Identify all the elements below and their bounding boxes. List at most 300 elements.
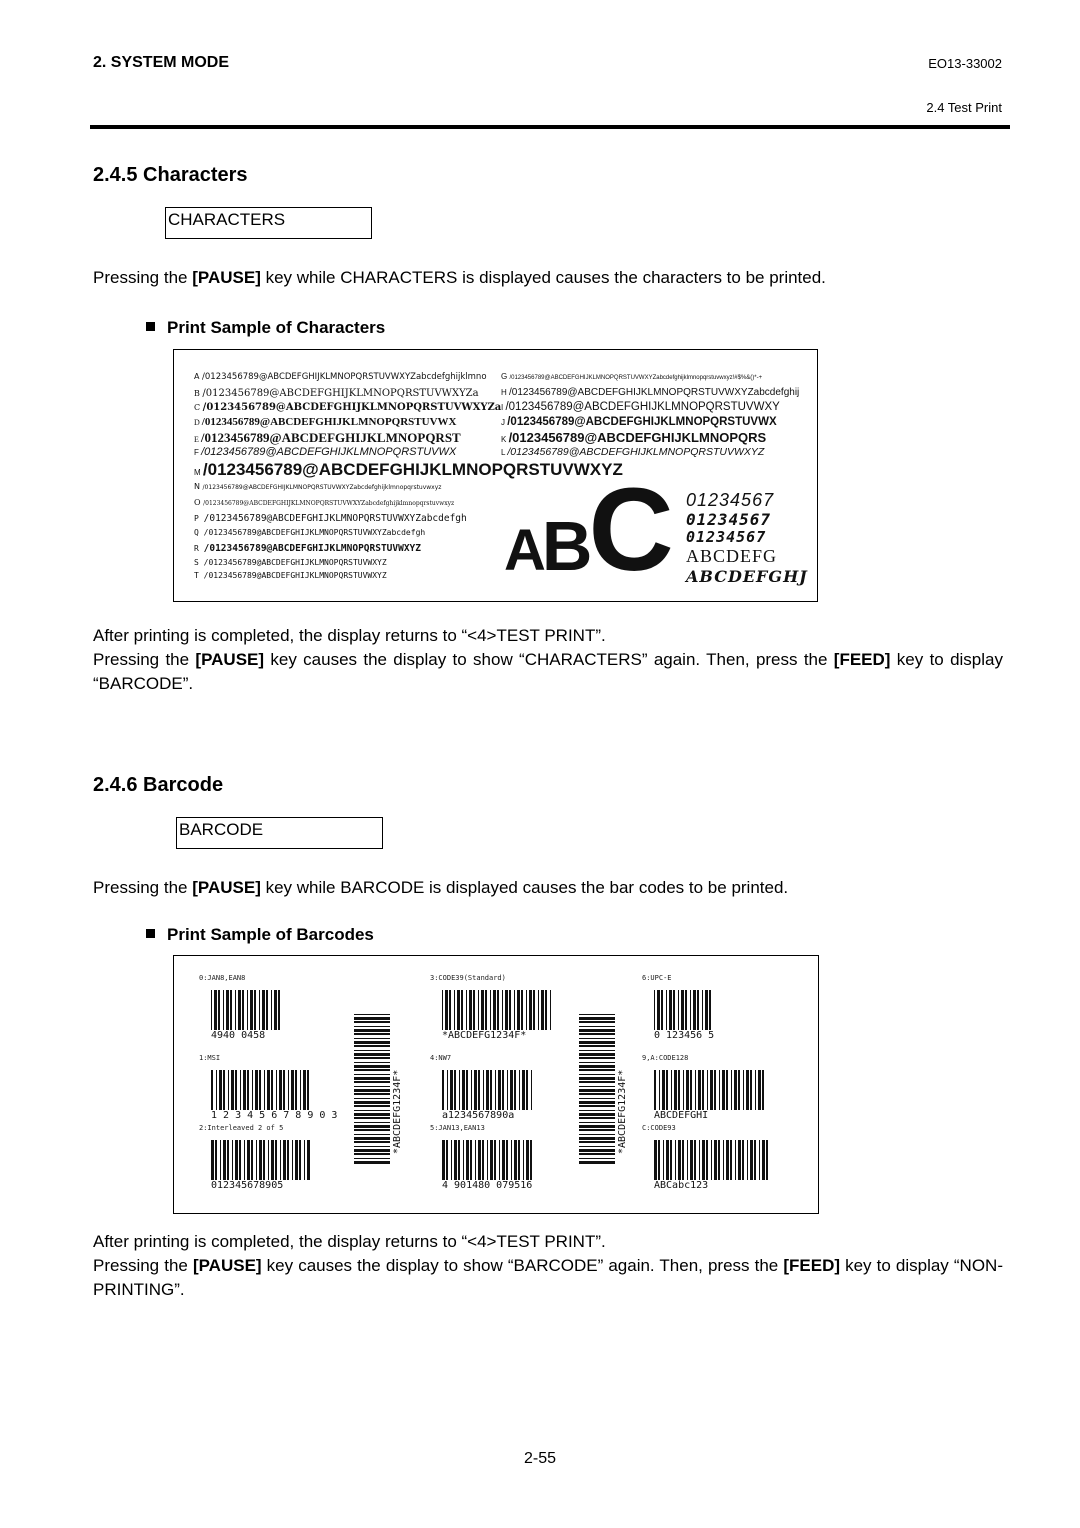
barcode-bar [579, 1153, 615, 1155]
barcode-bar [354, 1014, 390, 1015]
barcode-bar [259, 990, 260, 1030]
char-sample-line [194, 372, 487, 382]
barcode-bar [490, 1140, 493, 1180]
char-sample-text: /0123456789@ABCDEFGHIJKLMNOPQRSTUVWXYZ [203, 558, 387, 567]
barcode-type-label: 1:MSI [199, 1054, 221, 1062]
barcode-bar [354, 1026, 390, 1027]
barcode-bar [303, 1070, 306, 1110]
barcode-bar [454, 1070, 456, 1110]
barcode-symbol [211, 1140, 311, 1185]
barcode-bar [738, 1140, 741, 1180]
bullet-square-icon [146, 929, 155, 938]
barcode-bar [495, 1070, 496, 1110]
barcode-human-readable: 4 901480 079516 [442, 1180, 533, 1191]
barcode-bar [579, 1077, 615, 1080]
char-sample-text: /0123456789@ABCDEFGHIJKLMNOPQRSTUVWXYZ [203, 543, 421, 554]
barcode-bar [579, 1137, 615, 1140]
barcode-bar [579, 1038, 615, 1039]
barcode-bar [478, 1070, 480, 1110]
barcode-bar [235, 1070, 237, 1110]
barcode-bar [449, 990, 451, 1030]
char-sample-letter: D [194, 418, 202, 427]
barcode-bar [287, 1140, 289, 1180]
barcode-bar [658, 1140, 660, 1180]
barcode-bar [659, 1070, 660, 1110]
barcode-bar [354, 1146, 390, 1147]
barcode-bar [550, 990, 551, 1030]
barcode-bar [693, 990, 696, 1030]
barcode-bar [283, 1140, 286, 1180]
barcode-bar [526, 1070, 528, 1110]
barcode-bar [454, 1140, 457, 1180]
barcode-bar [579, 1026, 615, 1027]
barcode-bar [263, 1140, 265, 1180]
lcd-text: CHARACTERS [168, 210, 286, 229]
barcode-bar [579, 1101, 615, 1104]
barcode-bar [458, 1140, 460, 1180]
barcode-bar [530, 1140, 532, 1180]
barcode-bar [746, 1070, 749, 1110]
barcode-bar [266, 990, 268, 1030]
vertical-barcode-bars [579, 1014, 615, 1166]
barcode-bar [579, 1041, 615, 1044]
barcode-bar [262, 990, 265, 1030]
barcode-bar [678, 1140, 681, 1180]
char-sample-text: /0123456789@ABCDEFGHIJKLMNOPQRS [508, 430, 767, 445]
lcd-text: BARCODE [179, 820, 264, 839]
barcode-bar [579, 1149, 615, 1152]
barcode-bar [522, 1070, 525, 1110]
barcode-bar [354, 1029, 390, 1032]
barcode-bar [750, 1070, 752, 1110]
barcode-bar [231, 1070, 234, 1110]
barcode-bar [354, 1081, 390, 1083]
barcode-bar [354, 1093, 390, 1095]
barcode-bar [510, 1070, 513, 1110]
barcode-bar [710, 1070, 713, 1110]
barcode-bar [702, 1070, 704, 1110]
barcode-bar [247, 990, 248, 1030]
big-abc-text [504, 464, 670, 601]
barcode-bar [502, 1140, 505, 1180]
barcode-bar [579, 1146, 615, 1147]
char-sample-letter: L [501, 448, 508, 457]
char-sample-text: /0123456789@ABCDEFGHIJKLMNOPQRSTUVWXYZa [202, 402, 502, 413]
char-sample-text: /0123456789@ABCDEFGHIJKLMNOPQRSTUVWXYZa [202, 388, 479, 399]
barcode-bar [447, 1070, 448, 1110]
char-sample-text: /0123456789@ABCDEFGHIJKLMNOPQRSTUVWXYZabcdefghijklmno [202, 372, 487, 382]
text: key while BARCODE is displayed causes the bar codes to be printed. [260, 878, 789, 897]
barcode-bar [726, 1070, 728, 1110]
barcode-bar [669, 990, 672, 1030]
barcode-bar [466, 1140, 469, 1180]
barcode-bars [654, 1070, 764, 1110]
barcode-bar [354, 1117, 390, 1119]
barcode-bar [228, 1070, 229, 1110]
barcode-type-label: 6:UPC-E [642, 974, 672, 982]
barcode-bars [211, 990, 281, 1030]
char-sample-line [501, 387, 799, 398]
barcode-symbol [442, 1140, 532, 1185]
barcode-bar [354, 1053, 390, 1056]
feed-key: [FEED] [833, 650, 891, 669]
barcode-bar [579, 1074, 615, 1075]
big-a: A [504, 518, 542, 583]
barcode-bar [483, 1070, 484, 1110]
barcode-bar [238, 990, 241, 1030]
barcode-bar [255, 1070, 258, 1110]
char-sample-letter: P [194, 514, 204, 523]
barcode-symbol [442, 1070, 532, 1115]
header-rule [90, 125, 1010, 129]
char-sample-letter: M [194, 468, 203, 477]
barcode-bar [738, 1070, 740, 1110]
barcode-bar [267, 1070, 270, 1110]
char-sample-letter: B [194, 389, 203, 398]
barcode-bar [223, 1140, 226, 1180]
barcode-human-readable: *ABCDEFG1234F* [442, 1030, 527, 1041]
barcode-bar [354, 1033, 390, 1035]
barcode-bar [239, 1140, 241, 1180]
barcode-bar [295, 1070, 297, 1110]
barcode-bar [354, 1077, 390, 1080]
char-sample-line [501, 401, 780, 413]
barcode-bars [442, 1070, 532, 1110]
barcode-bar [579, 1093, 615, 1095]
barcode-intro [93, 876, 788, 900]
barcode-bar [694, 1140, 696, 1180]
char-sample-letter: K [501, 435, 509, 444]
barcode-bar [579, 1122, 615, 1123]
char-sample-letter: G [501, 372, 510, 381]
barcode-bar [354, 1038, 390, 1039]
barcode-bar [211, 1140, 214, 1180]
barcode-bar [463, 1140, 464, 1180]
barcode-bar [466, 990, 467, 1030]
barcode-bar [579, 1110, 615, 1111]
barcode-bar [354, 1069, 390, 1071]
barcode-bar [686, 1070, 689, 1110]
barcode-bar [354, 1062, 390, 1063]
barcode-bar [354, 1074, 390, 1075]
barcode-human-readable: 012345678905 [211, 1180, 284, 1191]
barcode-bar [758, 1070, 761, 1110]
barcode-bar [714, 1140, 717, 1180]
barcode-bar [271, 990, 272, 1030]
barcode-bar [719, 1070, 720, 1110]
char-sample-letter: N [194, 482, 203, 491]
barcode-human-readable: ABCabc123 [654, 1180, 709, 1191]
vertical-barcode-text: *ABCDEFG1234F* [392, 1069, 403, 1154]
barcode-bar [259, 1140, 262, 1180]
barcode-bar [517, 990, 520, 1030]
barcode-bar [662, 1070, 665, 1110]
barcode-bar [442, 1140, 445, 1180]
section-title: 2. SYSTEM MODE [93, 54, 230, 71]
char-sample-line [194, 402, 502, 413]
barcode-bar [579, 1050, 615, 1051]
barcode-bar [457, 990, 460, 1030]
barcode-bar [354, 1017, 390, 1020]
barcode-bar [579, 1105, 615, 1107]
barcode-bar [268, 1140, 269, 1180]
barcode-bar [271, 1140, 274, 1180]
barcode-bar [511, 1140, 512, 1180]
barcode-bar [474, 1070, 477, 1110]
barcode-bar [354, 1158, 390, 1159]
characters-lcd-display [165, 207, 372, 239]
subsection-title: 2.4 Test Print [926, 100, 1002, 115]
barcode-type-label: 4:NW7 [430, 1054, 452, 1062]
page-number: 2-55 [523, 1450, 557, 1467]
barcode-bar [223, 1070, 225, 1110]
barcode-bar [279, 1070, 282, 1110]
barcode-bar [579, 1129, 615, 1131]
characters-after-1: After printing is completed, the display returns to “<4>TEST PRINT”. [93, 626, 606, 645]
barcode-bar [275, 1140, 277, 1180]
barcode-bar [654, 1070, 656, 1110]
barcode-bar [445, 990, 448, 1030]
font-sample-line: 01234567 [686, 490, 775, 510]
big-c: C [588, 464, 670, 596]
barcode-bar [211, 990, 212, 1030]
text: key causes the display to show “BARCODE” again. Then, press the [261, 1256, 784, 1275]
characters-intro [93, 266, 826, 290]
barcode-bar [354, 1101, 390, 1104]
barcode-bar [307, 1140, 310, 1180]
barcode-human-readable: 1 2 3 4 5 6 7 8 9 0 3 [211, 1110, 338, 1121]
char-sample-text: /0123456789@ABCDEFGHIJKLMNOPQRSTUVWXYZabcdefghijklmnopqrstuvwxyz!#$%&()*-+ [509, 375, 763, 381]
barcode-bar [754, 1140, 756, 1180]
barcode-bar [354, 1129, 390, 1131]
barcode-bar [442, 1070, 444, 1110]
barcode-bar [264, 1070, 265, 1110]
barcode-bar [722, 1070, 725, 1110]
barcode-bar [482, 1140, 484, 1180]
barcode-bar [674, 1070, 677, 1110]
characters-print-sample [173, 349, 818, 602]
barcode-symbol [211, 1070, 311, 1115]
barcode-bar [354, 1098, 390, 1099]
barcode-bar [675, 1140, 676, 1180]
barcode-bar [478, 990, 479, 1030]
char-sample-line [194, 446, 456, 458]
barcode-bars [211, 1140, 311, 1180]
barcode-bar [288, 1070, 289, 1110]
barcode-lcd-display [176, 817, 383, 849]
barcode-bar [579, 1057, 615, 1059]
barcode-bar [300, 1070, 301, 1110]
barcode-bar [486, 1070, 489, 1110]
barcode-bar [354, 1105, 390, 1107]
barcode-bar [214, 990, 217, 1030]
barcode-bar [695, 1070, 696, 1110]
barcode-bar [726, 1140, 729, 1180]
barcode-bar [747, 1140, 748, 1180]
barcode-bar [730, 1140, 732, 1180]
barcode-type-label: C:CODE93 [642, 1124, 676, 1132]
barcode-bar [451, 1140, 452, 1180]
vertical-barcode-text: *ABCDEFG1234F* [617, 1069, 628, 1154]
barcode-bar [223, 990, 224, 1030]
barcode-bar [292, 1140, 293, 1180]
barcode-bar [690, 990, 691, 1030]
barcode-bar [759, 1140, 760, 1180]
char-sample-line [194, 498, 454, 507]
barcode-bar [247, 1070, 249, 1110]
barcode-bar [723, 1140, 724, 1180]
barcode-bar [579, 1017, 615, 1020]
barcode-bar [490, 990, 491, 1030]
barcode-bar [354, 1057, 390, 1059]
barcode-bar [497, 990, 499, 1030]
barcode-bar [579, 1086, 615, 1087]
barcode-bar [666, 1070, 668, 1110]
barcode-bar [579, 1062, 615, 1063]
barcode-bar [514, 990, 515, 1030]
barcode-bar [247, 1140, 250, 1180]
barcode-symbol [442, 990, 554, 1035]
text: key causes the display to show “CHARACTERS” again. Then, press the [264, 650, 834, 669]
barcode-bar [579, 1053, 615, 1056]
barcode-bar [291, 1070, 294, 1110]
char-sample-letter: J [501, 418, 508, 427]
barcode-bar [254, 990, 256, 1030]
char-sample-line [194, 513, 467, 524]
char-sample-text: /0123456789@ABCDEFGHIJKLMNOPQRSTUVWXYZabcdefghijklmnopqrstuvwxyz [203, 500, 455, 507]
vertical-barcode-bars [354, 1014, 390, 1166]
barcode-bar [742, 1140, 744, 1180]
barcode-bar [661, 990, 663, 1030]
text: key while CHARACTERS is displayed causes the characters to be printed. [260, 268, 826, 287]
barcode-bar [459, 1070, 460, 1110]
pause-key: [PAUSE] [192, 1256, 262, 1275]
barcode-bar [299, 1140, 301, 1180]
barcode-bar [481, 990, 484, 1030]
barcode-bar [251, 1140, 253, 1180]
barcode-bars [654, 1140, 770, 1180]
characters-sample-heading [146, 318, 385, 338]
pause-key: [PAUSE] [195, 650, 265, 669]
barcode-bar [714, 1070, 716, 1110]
barcode-bar [462, 1070, 465, 1110]
barcode-bar [354, 1137, 390, 1140]
char-sample-text: /0123456789@ABCDEFGHIJKLMNOPQRSTUVWXYZ [202, 460, 623, 479]
barcode-bar [531, 1070, 532, 1110]
barcode-bar [509, 990, 511, 1030]
barcode-bar [354, 1153, 390, 1155]
barcode-bar [354, 1125, 390, 1128]
barcode-bar [490, 1070, 492, 1110]
barcode-bar [654, 1140, 657, 1180]
barcode-type-label: 0:JAN8,EAN8 [199, 974, 246, 982]
vertical-barcode-symbol [579, 1014, 615, 1171]
barcode-bar [218, 990, 220, 1030]
barcode-bar [354, 1161, 390, 1164]
text: key to display “BARCODE”. [93, 650, 1003, 693]
barcode-bar [579, 1161, 615, 1164]
barcode-symbol [654, 1140, 770, 1185]
barcode-bar [498, 1070, 501, 1110]
char-sample-text: /0123456789@ABCDEFGHIJKLMNOPQRSTUVWXYZ [507, 446, 765, 458]
barcode-bar [690, 1070, 692, 1110]
sample-heading-text: Print Sample of Barcodes [167, 925, 374, 944]
barcode-bar [526, 1140, 529, 1180]
char-sample-line [194, 482, 441, 491]
feed-key: [FEED] [783, 1256, 841, 1275]
text: Pressing the [93, 878, 193, 897]
char-sample-line [194, 543, 421, 554]
barcode-bar [523, 1140, 524, 1180]
barcode-bar [244, 1140, 245, 1180]
barcode-human-readable: ABCDEFGHI [654, 1110, 709, 1121]
barcode-bar [702, 990, 703, 1030]
barcode-bar [579, 1089, 615, 1092]
barcode-bar [654, 990, 655, 1030]
barcode-bar [698, 1070, 701, 1110]
barcode-symbol [654, 990, 712, 1035]
barcode-bar [494, 1140, 496, 1180]
barcode-type-label: 9,A:CODE128 [642, 1054, 689, 1062]
pause-key: [PAUSE] [192, 878, 261, 897]
barcode-bar [579, 1081, 615, 1083]
big-b: B [541, 507, 589, 585]
barcode-bar [256, 1140, 257, 1180]
sample-heading-text: Print Sample of Characters [167, 318, 386, 337]
char-sample-line [194, 558, 387, 567]
barcode-bar [461, 990, 463, 1030]
barcode-bar [681, 990, 684, 1030]
char-sample-line [501, 372, 762, 381]
barcode-bar [514, 1140, 517, 1180]
barcode-bar [354, 1113, 390, 1116]
barcode-bar [663, 1140, 664, 1180]
barcode-bar [683, 1070, 684, 1110]
barcode-bar [579, 1125, 615, 1128]
barcode-human-readable: 4940 0458 [211, 1030, 266, 1041]
barcode-human-readable: 0 123456 5 [654, 1030, 715, 1041]
text: Pressing the [93, 268, 193, 287]
barcode-bar [354, 1122, 390, 1123]
barcodes-print-sample [173, 955, 819, 1214]
barcode-bar [220, 1140, 221, 1180]
barcode-bar [250, 990, 253, 1030]
barcode-bar [743, 1070, 744, 1110]
text: Pressing the [93, 650, 196, 669]
barcode-bar [519, 1070, 520, 1110]
barcode-bar [579, 1021, 615, 1023]
vertical-barcode-symbol [354, 1014, 390, 1171]
barcode-bar [750, 1140, 753, 1180]
barcode-bar [579, 1134, 615, 1135]
char-sample-letter: C [194, 403, 203, 412]
barcode-bar [579, 1141, 615, 1143]
barcode-bar [518, 1140, 520, 1180]
barcode-bar [579, 1033, 615, 1035]
font-sample-line: 01234567 [686, 510, 772, 529]
barcode-bar [711, 1140, 712, 1180]
barcode-bar [227, 1140, 229, 1180]
char-sample-letter: F [194, 448, 202, 457]
barcode-bar [735, 1140, 736, 1180]
barcode-bar [502, 990, 503, 1030]
barcode-bar [240, 1070, 241, 1110]
char-sample-line [194, 416, 456, 428]
text: key to display “NON-PRINTING”. [93, 1256, 1003, 1299]
char-sample-text: /0123456789@ABCDEFGHIJKLMNOPQRSTUVWX [201, 446, 457, 458]
char-sample-line [501, 416, 777, 428]
barcode-bar [354, 1041, 390, 1044]
